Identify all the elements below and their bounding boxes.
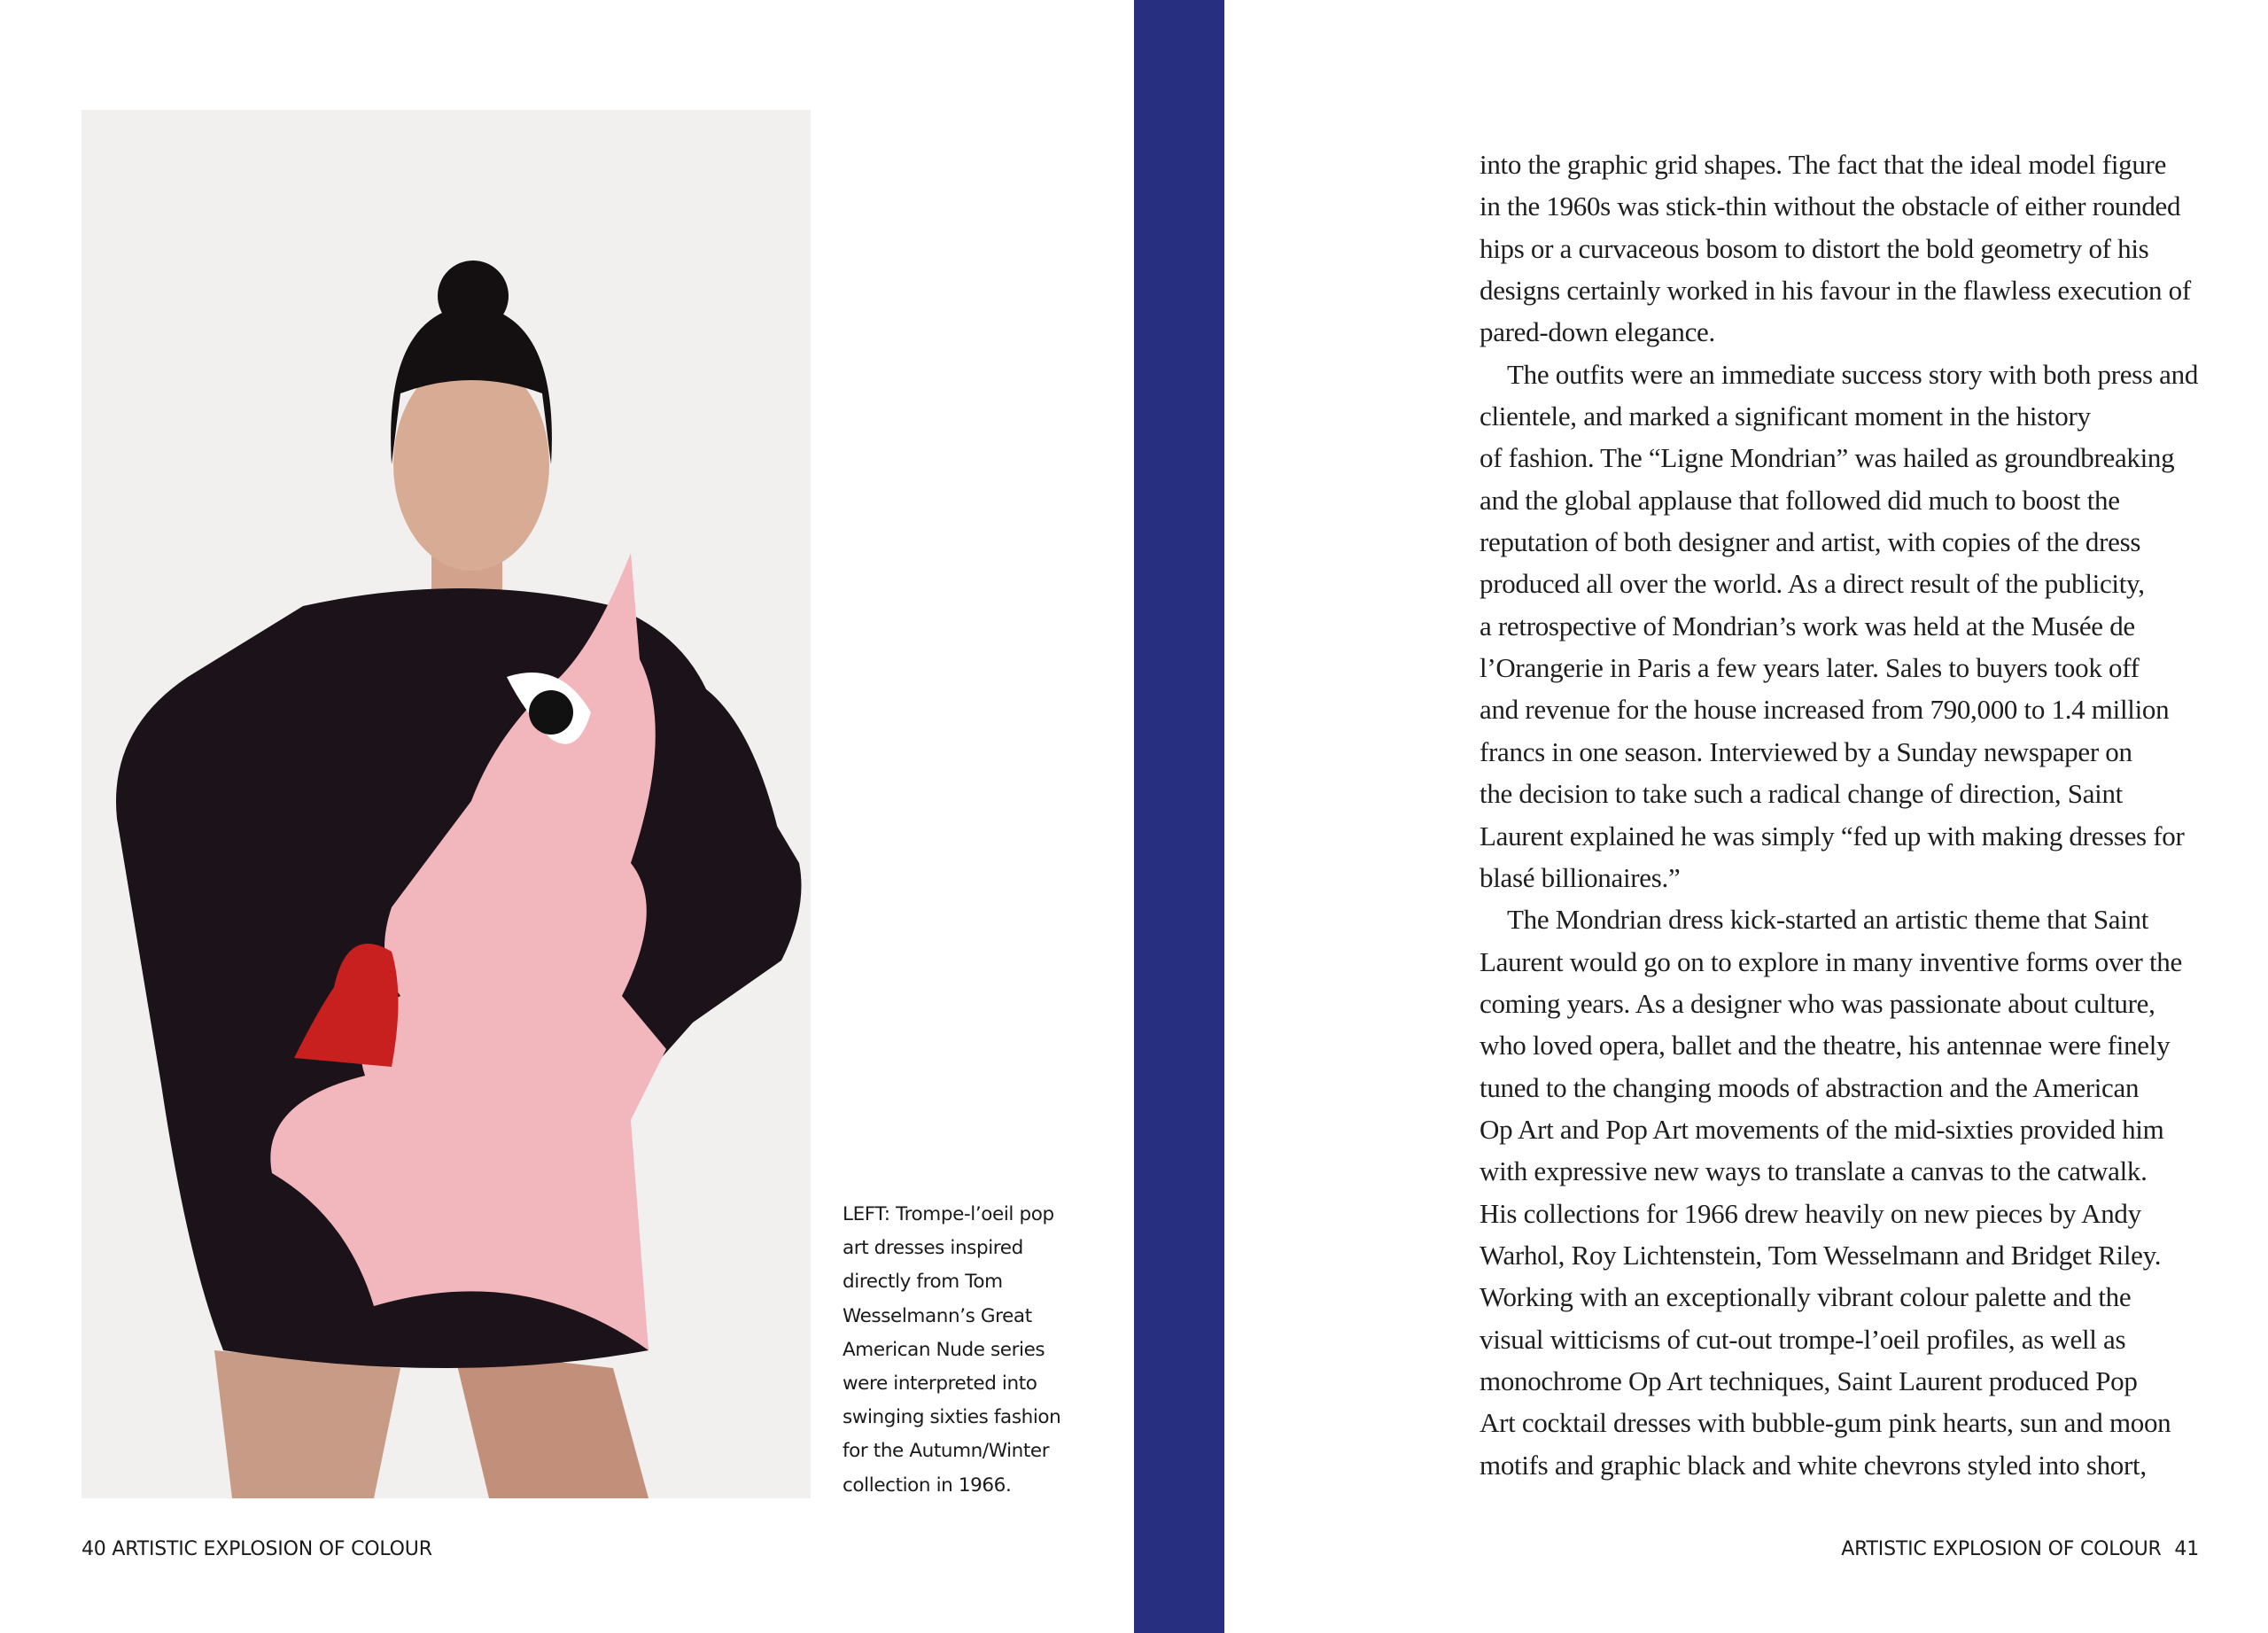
running-head-left: ARTISTIC EXPLOSION OF COLOUR — [112, 1538, 432, 1560]
body-text-line: monochrome Op Art techniques, Saint Laurent produced Pop — [1480, 1365, 2138, 1396]
model-in-pop-art-dress-image — [82, 110, 811, 1498]
right-page-footer — [1841, 1538, 2206, 1560]
body-text-line: of fashion. The “Ligne Mondrian” was hailed as groundbreaking — [1480, 442, 2175, 474]
body-text-line: tuned to the changing moods of abstraction and the American — [1480, 1071, 2140, 1103]
body-text-line: The outfits were an immediate success story with both press and — [1507, 358, 2199, 390]
fashion-photo — [82, 110, 811, 1498]
body-text-line: designs certainly worked in his favour in the flawless execution of — [1480, 275, 2191, 307]
body-text-line: in the 1960s was stick-thin without the obstacle of either rounded — [1480, 191, 2181, 222]
body-text-line: visual witticisms of cut-out trompe-l’oeil profiles, as well as — [1480, 1323, 2126, 1355]
caption-line: for the Autumn/Winter — [843, 1440, 1050, 1463]
caption-line: directly from Tom — [843, 1271, 1003, 1294]
body-text — [1480, 144, 2215, 1486]
caption-line: art dresses inspired — [843, 1237, 1023, 1260]
caption-line: swinging sixties fashion — [843, 1406, 1061, 1429]
body-text-line: a retrospective of Mondrian’s work was held at the Musée de — [1480, 610, 2135, 642]
body-text-line: motifs and graphic black and white chevrons styled into short, — [1480, 1449, 2147, 1481]
body-text-line: clientele, and marked a significant moment in the history — [1480, 400, 2091, 432]
caption-line: were interpreted into — [843, 1372, 1037, 1396]
body-text-line: the decision to take such a radical change of direction, Saint — [1480, 778, 2123, 810]
photo-caption — [843, 1198, 1108, 1503]
body-text-line: Warhol, Roy Lichtenstein, Tom Wesselmann and Bridget Riley. — [1480, 1239, 2162, 1271]
body-text-line: who loved opera, ballet and the theatre, his antennae were finely — [1480, 1030, 2171, 1061]
gutter-color-band — [1134, 0, 1224, 1633]
body-text-line: His collections for 1966 drew heavily on new pieces by Andy — [1480, 1197, 2141, 1229]
page-number-right: 41 — [2174, 1538, 2199, 1560]
body-text-line: with expressive new ways to translate a canvas to the catwalk. — [1480, 1155, 2148, 1187]
page-number-left: 40 — [82, 1538, 106, 1560]
body-text-line: into the graphic grid shapes. The fact that the ideal model figure — [1480, 149, 2167, 180]
left-page-footer — [82, 1538, 432, 1560]
caption-line: collection in 1966. — [843, 1474, 1012, 1497]
body-text-line: francs in one season. Interviewed by a Sunday newspaper on — [1480, 735, 2132, 767]
body-text-line: Laurent would go on to explore in many inventive forms over the — [1480, 945, 2182, 977]
body-text-line: and revenue for the house increased from 790,000 to 1.4 million — [1480, 694, 2170, 726]
body-text-line: pared-down elegance. — [1480, 316, 1715, 348]
body-text-line: Op Art and Pop Art movements of the mid-sixties provided him — [1480, 1113, 2164, 1145]
running-head-right: ARTISTIC EXPLOSION OF COLOUR — [1841, 1538, 2162, 1560]
body-text-line: coming years. As a designer who was passionate about culture, — [1480, 987, 2155, 1019]
body-text-line: and the global applause that followed did much to boost the — [1480, 484, 2120, 516]
body-text-line: produced all over the world. As a direct result of the publicity, — [1480, 568, 2145, 600]
body-text-line: Art cocktail dresses with bubble-gum pink hearts, sun and moon — [1480, 1407, 2171, 1439]
body-text-line: Working with an exceptionally vibrant colour palette and the — [1480, 1281, 2132, 1313]
body-text-line: Laurent explained he was simply “fed up with making dresses for — [1480, 820, 2185, 851]
body-text-line: blasé billionaires.” — [1480, 861, 1681, 893]
caption-line: Wesselmann’s Great — [843, 1304, 1032, 1327]
caption-line: American Nude series — [843, 1338, 1045, 1361]
body-text-line: l’Orangerie in Paris a few years later. Sales to buyers took off — [1480, 652, 2140, 684]
body-text-line: reputation of both designer and artist, with copies of the dress — [1480, 526, 2141, 558]
caption-line: LEFT: Trompe-l’oeil pop — [843, 1203, 1054, 1225]
body-text-line: The Mondrian dress kick-started an artistic theme that Saint — [1507, 904, 2149, 936]
body-text-line: hips or a curvaceous bosom to distort the bold geometry of his — [1480, 232, 2149, 264]
